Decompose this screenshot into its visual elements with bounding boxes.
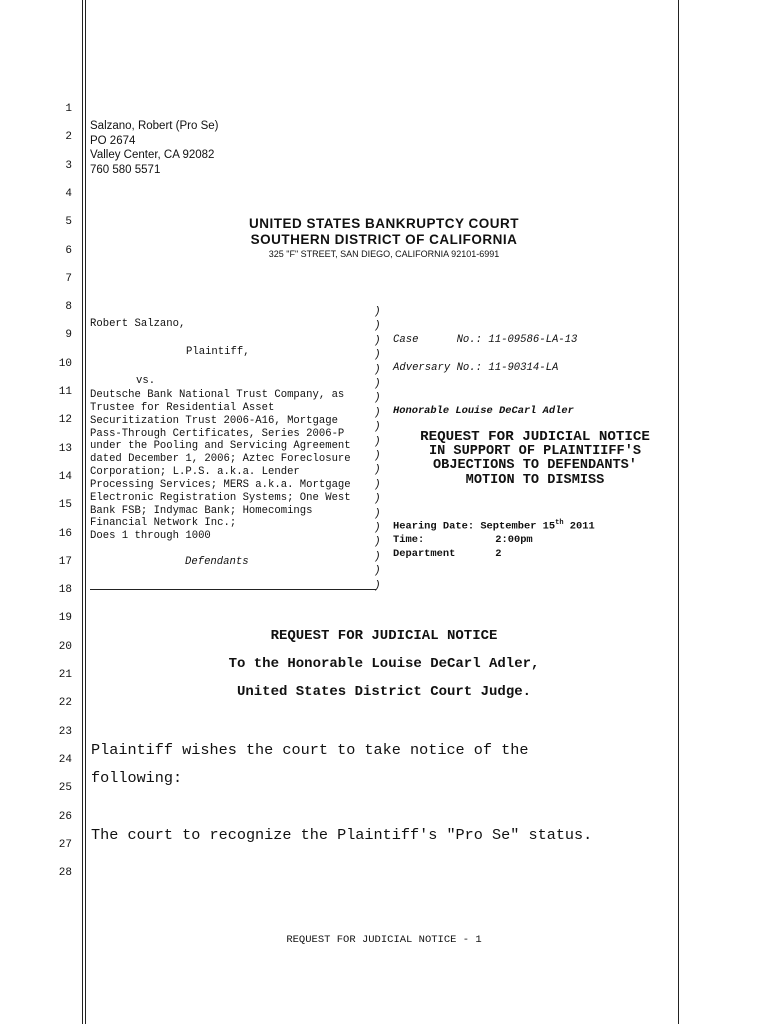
defendant-line: Deutsche Bank National Trust Company, as xyxy=(90,389,345,401)
party-po-box: PO 2674 xyxy=(90,134,136,147)
caption-vs: vs. xyxy=(136,375,156,387)
body-heading-1: REQUEST FOR JUDICIAL NOTICE xyxy=(270,628,498,644)
party-phone: 760 580 5571 xyxy=(90,163,161,176)
caption-paren: ) xyxy=(374,392,381,405)
party-city: Valley Center, CA 92082 xyxy=(90,149,215,161)
defendant-line: Processing Services; MERS a.k.a. Mortgage xyxy=(90,478,351,491)
line-number: 9 xyxy=(65,329,72,342)
line-number: 28 xyxy=(58,867,72,880)
line-number: 13 xyxy=(58,442,72,455)
party-name: Salzano, Robert (Pro Se) xyxy=(90,120,219,132)
line-number: 17 xyxy=(58,555,72,568)
adversary-label: Adversary No.: xyxy=(393,362,483,374)
body-heading-3: United States District Court Judge. xyxy=(236,684,532,700)
court-address: 325 "F" STREET, SAN DIEGO, CALIFORNIA 92101-6991 xyxy=(268,249,500,259)
caption-paren: ) xyxy=(374,536,381,549)
line-number: 1 xyxy=(65,103,72,115)
document-title-line: IN SUPPORT OF PLAINTIIFF'S xyxy=(428,443,642,459)
adversary-number-line xyxy=(393,362,558,374)
caption-plaintiff-role: Plaintiff, xyxy=(186,346,250,358)
line-number: 8 xyxy=(65,301,72,314)
document-title-line: OBJECTIONS TO DEFENDANTS' xyxy=(433,458,637,474)
defendant-line: Financial Network Inc.; xyxy=(90,517,237,530)
page-footer: REQUEST FOR JUDICIAL NOTICE - 1 xyxy=(286,934,482,946)
caption-plaintiff-name: Robert Salzano, xyxy=(90,318,186,330)
case-number: 11-09586-LA-13 xyxy=(488,334,578,346)
line-number: 16 xyxy=(58,527,72,540)
defendant-line: Does 1 through 1000 xyxy=(90,530,211,543)
defendant-line: Trustee for Residential Asset xyxy=(90,401,275,414)
caption-paren: ) xyxy=(374,320,381,333)
case-label: Case No.: xyxy=(393,334,483,346)
judge-name: Honorable Louise DeCarl Adler xyxy=(393,405,574,417)
line-number: 19 xyxy=(58,612,72,625)
hearing-year: 2011 xyxy=(569,520,595,533)
line-number: 24 xyxy=(58,753,72,766)
hearing-label: Hearing Date: xyxy=(393,520,475,533)
caption-paren: ) xyxy=(374,493,381,506)
line-number: 4 xyxy=(65,187,72,200)
defendant-line: dated December 1, 2006; Aztec Foreclosure xyxy=(90,453,351,466)
caption-paren: ) xyxy=(374,450,381,462)
caption-paren: ) xyxy=(374,349,381,362)
caption-paren: ) xyxy=(374,507,381,520)
left-margin-rule-inner xyxy=(85,0,86,1024)
department-label: Department xyxy=(393,548,456,560)
right-margin-rule xyxy=(678,0,679,1024)
left-margin-rule-outer xyxy=(82,0,83,1024)
line-number: 12 xyxy=(58,414,72,427)
line-number: 3 xyxy=(65,159,72,172)
caption-defendants-role: Defendants xyxy=(185,556,249,568)
caption-paren: ) xyxy=(374,421,381,434)
line-number: 14 xyxy=(58,470,72,483)
line-number: 21 xyxy=(58,669,72,681)
line-number: 11 xyxy=(58,386,72,398)
court-district: SOUTHERN DISTRICT OF CALIFORNIA xyxy=(250,232,518,247)
body-paragraph-2: The court to recognize the Plaintiff's "Pro Se" status. xyxy=(91,826,593,844)
caption-paren: ) xyxy=(374,522,381,534)
defendant-line: Securitization Trust 2006-A16, Mortgage xyxy=(90,414,338,427)
caption-paren: ) xyxy=(374,334,381,347)
line-number: 26 xyxy=(58,810,72,823)
document-title-line: REQUEST FOR JUDICIAL NOTICE xyxy=(420,429,650,445)
time-value: 2:00pm xyxy=(495,534,533,546)
defendant-line: Electronic Registration Systems; One West xyxy=(90,491,351,504)
line-number: 22 xyxy=(58,697,72,710)
party-block xyxy=(90,119,218,177)
line-number: 2 xyxy=(65,131,72,144)
hearing-date: September 15 xyxy=(480,520,556,533)
document-title-line: MOTION TO DISMISS xyxy=(465,472,605,488)
department-line xyxy=(393,548,502,560)
caption-paren: ) xyxy=(374,464,381,477)
caption-paren: ) xyxy=(374,406,381,419)
caption-paren: ) xyxy=(374,435,381,448)
line-number: 15 xyxy=(58,499,72,512)
document-title-block xyxy=(390,430,680,488)
line-number: 27 xyxy=(58,838,72,851)
defendant-line: Corporation; L.P.S. a.k.a. Lender xyxy=(90,466,300,479)
body-heading-2: To the Honorable Louise DeCarl Adler, xyxy=(228,656,540,672)
line-number: 25 xyxy=(58,782,72,795)
body-paragraph-1-line-2: following: xyxy=(91,769,183,787)
hearing-date-line xyxy=(393,519,595,532)
hearing-date-suffix: th xyxy=(555,519,564,527)
caption-paren: ) xyxy=(374,478,381,491)
time-line xyxy=(393,534,533,546)
adversary-number: 11-90314-LA xyxy=(488,362,559,374)
line-number: 10 xyxy=(58,357,72,370)
line-number: 23 xyxy=(58,725,72,738)
case-number-line xyxy=(393,334,577,346)
defendant-line: Pass-Through Certificates, Series 2006-P xyxy=(90,427,345,440)
caption-paren: ) xyxy=(374,378,381,390)
defendant-line: Bank FSB; Indymac Bank; Homecomings xyxy=(90,504,313,517)
line-number: 18 xyxy=(58,584,72,597)
caption-paren: ) xyxy=(374,306,381,318)
caption-underline xyxy=(90,589,376,590)
caption-paren: ) xyxy=(374,550,381,563)
line-number: 20 xyxy=(58,640,72,653)
line-number: 6 xyxy=(65,244,72,257)
caption-defendants-list xyxy=(90,389,351,543)
caption-paren: ) xyxy=(374,579,381,592)
department-value: 2 xyxy=(495,548,502,560)
defendant-line: under the Pooling and Servicing Agreement xyxy=(90,440,351,453)
caption-paren: ) xyxy=(374,363,381,376)
time-label: Time: xyxy=(393,534,425,546)
court-name: UNITED STATES BANKRUPTCY COURT xyxy=(248,216,519,231)
line-number: 7 xyxy=(65,272,72,285)
caption-paren: ) xyxy=(374,565,381,578)
line-number: 5 xyxy=(65,216,72,229)
body-paragraph-1-line-1: Plaintiff wishes the court to take notice of the xyxy=(91,741,529,759)
